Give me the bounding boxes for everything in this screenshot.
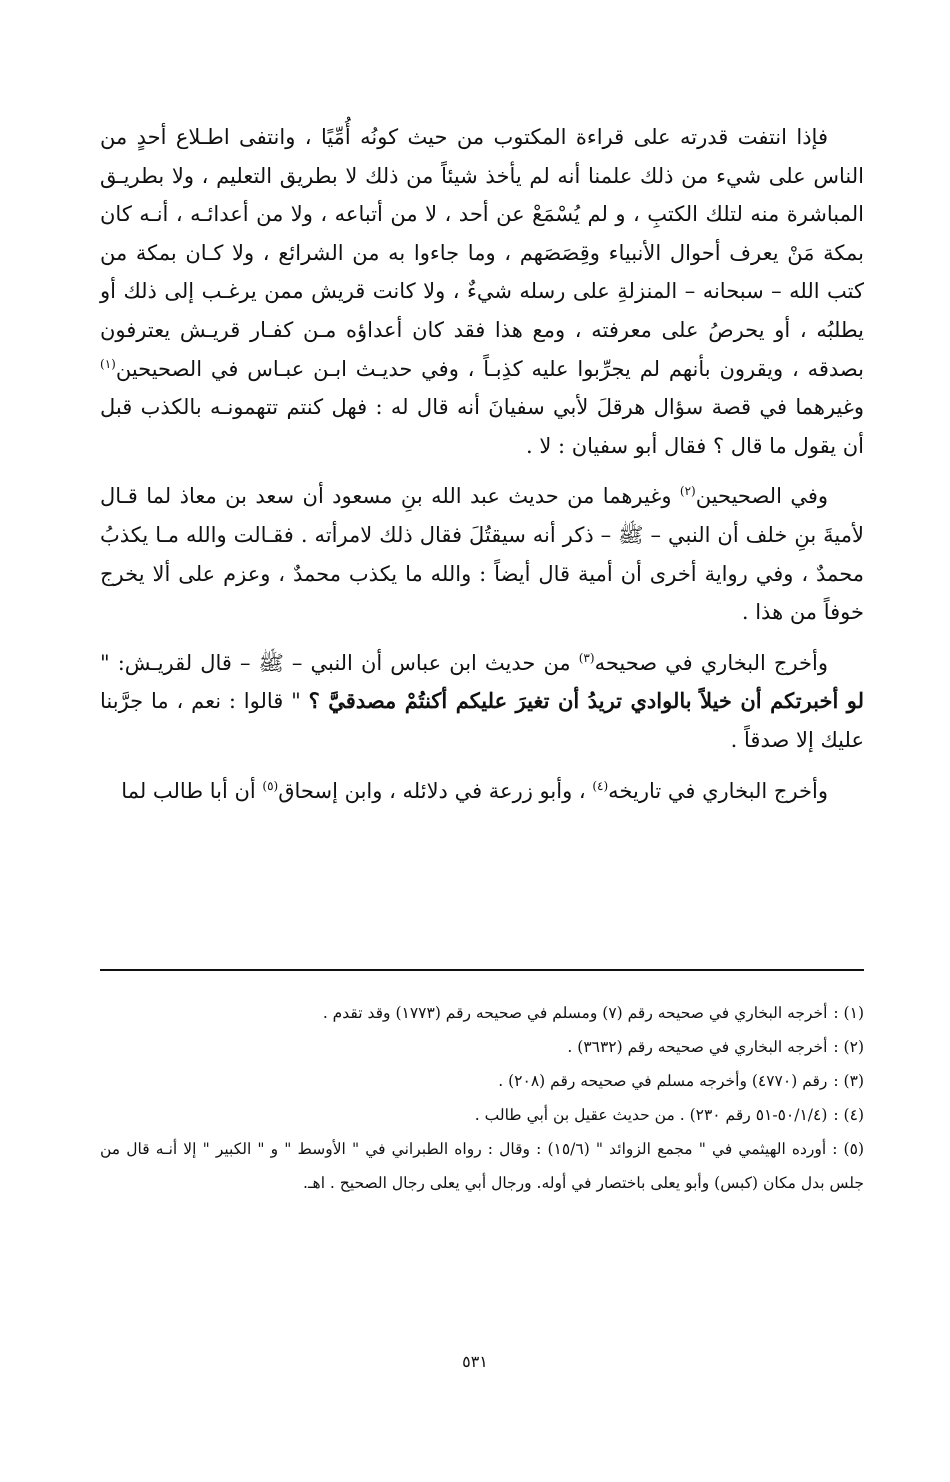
footnote-divider: [100, 969, 864, 971]
footnote-text: أورده الهيثمي في " مجمع الزوائد " (١٥/٦) : وقال : رواه الطبراني في " الأوسط " و " الكبير " إلا أنـه قال من جلس بدل مكان (كبس) وأبو يعلى باختصار في أوله. ورجال أبي يعلى رجال الصحيح . اهـ.: [100, 1140, 864, 1192]
paragraph-text: وغيرهما في قصة سؤال هرقلَ لأبي سفيانَ أنه قال له : فهل كنتم تتهمونـه بالكذب قبل أن يقول ما قال ؟ فقال أبو سفيان : لا .: [100, 395, 864, 458]
footnote-reference-2[interactable]: (٢): [679, 484, 696, 499]
footnote-3: [100, 1064, 864, 1098]
paragraph-3: [100, 644, 864, 760]
footnote-reference-1[interactable]: (١): [100, 356, 116, 371]
paragraph-text: وفي الصحيحين: [695, 484, 829, 509]
paragraph-text: أن أبا طالب لما: [121, 778, 263, 803]
footnote-5: [100, 1132, 864, 1200]
footnote-4: [100, 1098, 864, 1132]
paragraph-text: " قالوا : نعم ، ما جرَّبنا عليك إلا صدقاً .: [100, 689, 864, 752]
footnote-marker: (٣) :: [833, 1072, 864, 1090]
footnote-marker: (٥) :: [832, 1140, 864, 1158]
footnote-marker: (٤) :: [833, 1106, 864, 1124]
footnote-marker: (٢) :: [833, 1038, 864, 1056]
footnotes: [100, 996, 864, 1200]
paragraph-4: [100, 772, 864, 811]
footnote-reference-4[interactable]: (٤): [592, 778, 609, 793]
footnote-2: [100, 1030, 864, 1064]
paragraph-text: وأخرج البخاري في تاريخه: [608, 778, 828, 803]
paragraph-2: [100, 477, 864, 631]
paragraph-1: [100, 118, 864, 465]
footnote-text: رقم (٤٧٧٠) وأخرجه مسلم في صحيحه رقم (٢٠٨) .: [498, 1072, 828, 1090]
footnote-text: أخرجه البخاري في صحيحه رقم (٧) ومسلم في صحيحه رقم (١٧٧٣) وقد تقدم .: [322, 1004, 828, 1022]
page-number: ٥٣١: [462, 1352, 488, 1371]
footnote-marker: (١) :: [833, 1004, 864, 1022]
paragraph-text: وغيرهما من حديث عبد الله بنِ مسعود أن سعد بن معاذ لما قـال لأميةَ بنِ خلف أن النبي – ﷺ – ذكر أنه سيقتُلَ فقال ذلك لامرأته . فقـالت والله مـا يكذبُ محمدٌ ، وفي رواية أخرى أن أمية قال أيضاً : والله ما يكذب محمدٌ ، وعزم على ألا يخرج خوفاً من هذا .: [100, 484, 864, 625]
footnote-reference-5[interactable]: (٥): [262, 778, 279, 793]
paragraph-text: وأخرج البخاري في صحيحه: [594, 650, 828, 675]
hadith-quote: لو أخبرتكم أن خيلاً بالوادي تريدُ أن تغيرَ عليكم أكنتُمْ مصدقيَّ ؟: [308, 688, 864, 714]
footnote-reference-3[interactable]: (٣): [578, 650, 595, 665]
footnote-1: [100, 996, 864, 1030]
paragraph-text: ، وأبو زرعة في دلائله ، وابن إسحاق: [278, 778, 593, 803]
paragraph-text: فإذا انتفت قدرته على قراءة المكتوب من حيث كونُه أُمِّيًا ، وانتفى اطـلاع أحدٍ من الناس على شيء من ذلك علمنا أنه لم يأخذ شيئاً من ذلك لا بطريق التعليم ، ولا بطريـق المباشرة منه لتلك الكتبِ ، و لم يُسْمَعْ عن أحد ، لا من أتباعه ، ولا من أعدائـه ، أنـه كان بمكة مَنْ يعرف أحوال الأنبياء وقِصَصَهم ، وما جاءوا به من الشرائع ، ولا كـان بمكة من كتب الله – سبحانه – المنزلةِ على رسله شيءٌ ، ولا كانت قريش ممن يرغـب إلى ذلك أو يطلبُه ، أو يحرصُ على معرفته ، ومع هذا فقد كان أعداؤه مـن كفـار قريـش يعترفون بصدقه ، ويقرون بأنهم لم يجرِّبوا عليه كذِبـاً ، وفي حديـث ابـن عبـاس في الصحيحين: [100, 125, 864, 381]
paragraph-text: من حديث ابن عباس أن النبي – ﷺ – قال لقريـش: ": [100, 650, 579, 675]
footnote-text: أخرجه البخاري في صحيحه رقم (٣٦٣٢) .: [567, 1038, 828, 1056]
main-text: [100, 118, 864, 810]
footnote-text: (٥٠/١/٤-٥١ رقم ٢٣٠) . من حديث عقيل بن أبي طالب .: [474, 1106, 828, 1124]
